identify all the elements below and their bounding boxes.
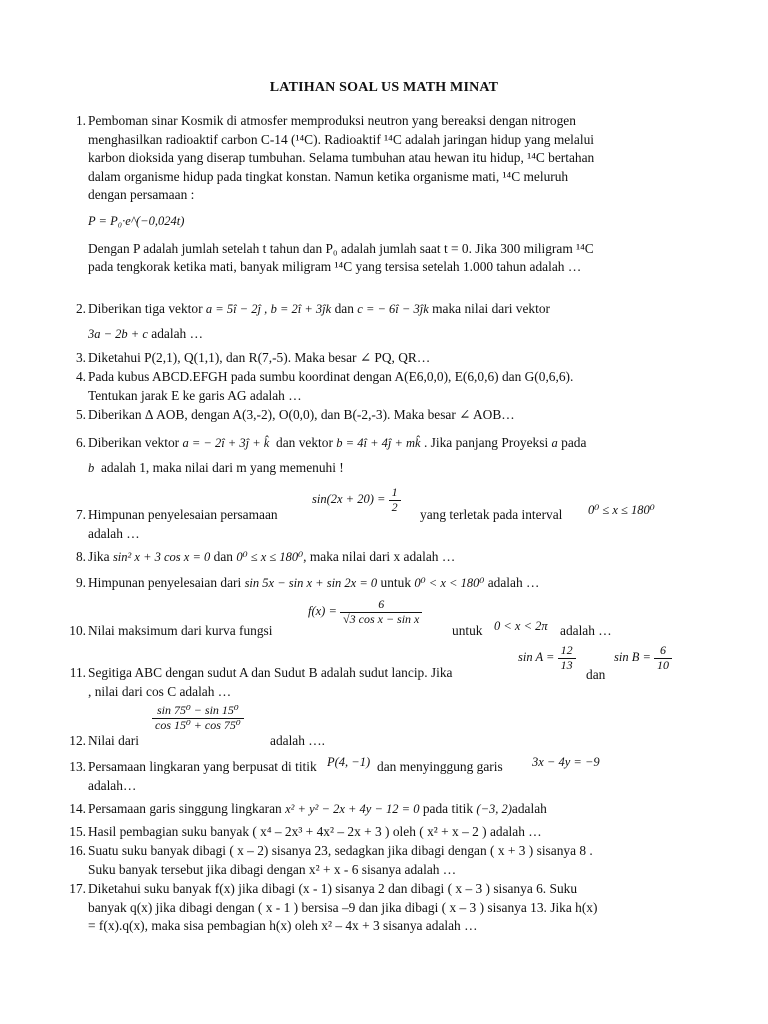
question-line: Pemboman sinar Kosmik di atmosfer memproduksi neutron yang bereaksi dengan nitrogen (88, 113, 576, 128)
question-text: Persamaan garis singgung lingkaran (88, 801, 282, 816)
fraction (558, 644, 576, 673)
equation (312, 486, 401, 515)
question-text: Diberikan Δ AOB, dengan A(3,-2), O(0,0), dan B(-2,-3). Maka besar ∠ AOB… (88, 407, 515, 422)
question-number: 17. (69, 881, 86, 896)
equation: sin² x + 3 cos x = 0 (112, 550, 211, 564)
question-line: dalam organisme hidup pada tingkat konstan. Namun ketika organisme mati, ¹⁴C meluruh (88, 168, 569, 184)
question-text: adalah … (560, 623, 612, 638)
fraction (152, 704, 244, 733)
question-text: pada titik (422, 801, 474, 816)
vector-a: a = 5î − 2ĵ , (205, 302, 268, 316)
question-text: Himpunan penyelesaian dari (88, 575, 242, 590)
numerator: 12 (558, 644, 576, 659)
question-body (88, 434, 682, 477)
question-text: , nilai dari cos C adalah … (88, 684, 232, 699)
circle-equation: x² + y² − 2x + 4y − 12 = 0 (285, 802, 420, 816)
question-body (88, 112, 682, 277)
denominator: 10 (657, 657, 670, 672)
interval: 0⁰ ≤ x ≤ 180⁰ (588, 503, 655, 517)
question-number: 14. (69, 801, 86, 816)
numerator: 6 (340, 598, 422, 613)
question-text: adalah (511, 801, 547, 816)
question-number: 4. (75, 369, 86, 384)
question-number: 16. (69, 843, 86, 858)
question-number: 1. (75, 113, 86, 128)
fraction (340, 598, 422, 627)
question-12 (62, 702, 682, 750)
question-line: Suatu suku banyak dibagi ( x – 2) sisanya 23, sedagkan jika dibagi dengan ( x + 3 ) sisanya 8 . (88, 843, 593, 858)
question-text: Diberikan vektor (88, 435, 180, 450)
question-body (88, 368, 682, 405)
question-number: 6. (75, 435, 86, 450)
denominator: 13 (560, 657, 573, 672)
question-text: adalah… (88, 778, 137, 793)
question-text: untuk (380, 575, 412, 590)
vector-b: b = 4î + 4ĵ + mk̂ (336, 436, 421, 450)
vector-expression: 3a − 2b + c (88, 326, 148, 341)
question-text: Nilai dari (88, 733, 139, 748)
sin-b (614, 644, 672, 673)
sin-b-label: sin B = (614, 650, 651, 665)
function-name: f(x) = (308, 604, 337, 619)
vector-symbol: a (551, 436, 558, 450)
question-text: untuk (452, 623, 483, 638)
question-body (88, 800, 682, 819)
numerator: sin 75⁰ − sin 15⁰ (152, 704, 244, 719)
question-number: 8. (75, 549, 86, 564)
question-text: dan (334, 301, 354, 316)
question-line: Pada kubus ABCD.EFGH pada sumbu koordinat dengan A(E6,0,0), E(6,0,6) dan G(0,6,6). (88, 369, 574, 384)
tangent-line: 3x − 4y = −9 (532, 755, 600, 769)
question-line: = f(x).q(x), maka sisa pembagian h(x) oleh x² – 4x + 3 sisanya adalah … (88, 918, 478, 933)
question-text: maka nilai dari vektor (432, 301, 550, 316)
question-line: Dengan P adalah jumlah setelah t tahun dan P₀ adalah jumlah saat t = 0. Jika 300 miligram ¹⁴C (88, 240, 594, 256)
question-text: Himpunan penyelesaian persamaan (88, 507, 278, 522)
question-10 (62, 598, 682, 642)
question-text: dan (213, 549, 233, 564)
question-text: Jika (88, 549, 110, 564)
denominator: 2 (391, 499, 398, 514)
question-line: Suku banyak tersebut jika dibagi dengan x² + x - 6 sisanya adalah … (88, 861, 457, 877)
vector-symbol: b (88, 460, 95, 475)
fraction (654, 644, 672, 673)
question-number: 7. (75, 507, 86, 522)
question-number: 12. (69, 733, 86, 748)
question-text: adalah …. (270, 733, 326, 748)
question-body (88, 300, 682, 343)
fraction (389, 486, 401, 515)
question-line: pada tengkorak ketika mati, banyak miligram ¹⁴C yang tersisa setelah 1.000 tahun adalah … (88, 259, 582, 275)
question-line: menghasilkan radioaktif carbon C-14 (¹⁴C). Radioaktif ¹⁴C adalah jaringan hidup yang melalui (88, 131, 594, 147)
question-number: 11. (69, 665, 86, 680)
tangent-point: (−3, 2) (476, 802, 512, 816)
question-text: Segitiga ABC dengan sudut A dan Sudut B adalah sudut lancip. Jika (88, 665, 453, 680)
vector-a: a = − 2î + 3ĵ + k̂ (182, 436, 270, 450)
question-number: 13. (69, 759, 86, 774)
question-text: dan menyinggung garis (377, 759, 503, 774)
vector-c: c = − 6î − 3ĵk (357, 302, 429, 316)
page-title: LATIHAN SOAL US MATH MINAT (269, 80, 499, 95)
interval: 0⁰ ≤ x ≤ 180⁰ (236, 550, 304, 564)
question-number: 10. (69, 623, 86, 638)
vector-b: b = 2î + 3ĵk (270, 302, 332, 316)
question-text: Hasil pembagian suku banyak ( x⁴ – 2x³ + 4x² – 2x + 3 ) oleh ( x² + x – 2 ) adalah … (88, 824, 542, 839)
question-line: Tentukan jarak E ke garis AG adalah … (88, 387, 302, 403)
question-body (88, 880, 682, 936)
question-text: yang terletak pada interval (420, 507, 563, 522)
question-text: , maka nilai dari x adalah … (303, 549, 456, 564)
interval: 0⁰ < x < 180⁰ (414, 576, 485, 590)
interval: 0 < x < 2π (494, 619, 548, 633)
question-text: Nilai maksimum dari kurva fungsi (88, 623, 273, 638)
question-text: pada (561, 435, 587, 450)
sin-a-label: sin A = (518, 650, 555, 665)
numerator: 1 (389, 486, 401, 501)
question-number: 15. (69, 824, 86, 839)
function (308, 598, 422, 627)
center-point: P(4, −1) (327, 755, 371, 769)
question-line: karbon dioksida yang diserap tumbuhan. Selama tumbuhan atau hewan itu hidup, ¹⁴C bertahan (88, 150, 595, 165)
question-text: adalah … (88, 526, 140, 541)
question-text: adalah 1, maka nilai dari m yang memenuhi ! (100, 459, 344, 475)
question-text: adalah … (487, 575, 540, 590)
question-text: Diketahui P(2,1), Q(1,1), dan R(7,-5). Maka besar ∠ PQ, QR… (88, 350, 431, 365)
decay-formula: P = P₀·e^(−0,024t) (88, 213, 185, 228)
question-body (88, 548, 682, 567)
expression (152, 704, 244, 733)
question-text: adalah … (151, 325, 203, 341)
question-number: 9. (75, 575, 86, 590)
question-line: dengan persamaan : (88, 187, 195, 202)
numerator: 6 (654, 644, 672, 659)
denominator: √3 cos x − sin x (343, 611, 420, 626)
question-body (88, 574, 682, 593)
equation: sin 5x − sin x + sin 2x = 0 (244, 576, 378, 590)
question-text: dan (586, 667, 606, 682)
equation-left: sin(2x + 20) = (312, 492, 386, 507)
sin-a (518, 644, 576, 673)
question-number: 5. (75, 407, 86, 422)
denominator: cos 15⁰ + cos 75⁰ (155, 717, 241, 732)
question-7 (62, 484, 682, 544)
question-11 (62, 644, 682, 700)
question-line: banyak q(x) jika dibagi dengan ( x - 1 ) bersisa –9 dan jika dibagi ( x – 3 ) sisanya 13. Jika h(x) (88, 899, 598, 915)
question-number: 2. (75, 301, 86, 316)
question-13 (62, 754, 682, 794)
question-text: Diberikan tiga vektor (88, 301, 203, 316)
question-number: 3. (75, 350, 86, 365)
question-body (88, 842, 682, 879)
question-text: dan vektor (276, 435, 333, 450)
question-line: Diketahui suku banyak f(x) jika dibagi (x - 1) sisanya 2 dan dibagi ( x – 3 ) sisanya 6. Suku (88, 881, 578, 896)
question-text: . Jika panjang Proyeksi (423, 435, 549, 450)
question-text: Persamaan lingkaran yang berpusat di titik (88, 759, 317, 774)
